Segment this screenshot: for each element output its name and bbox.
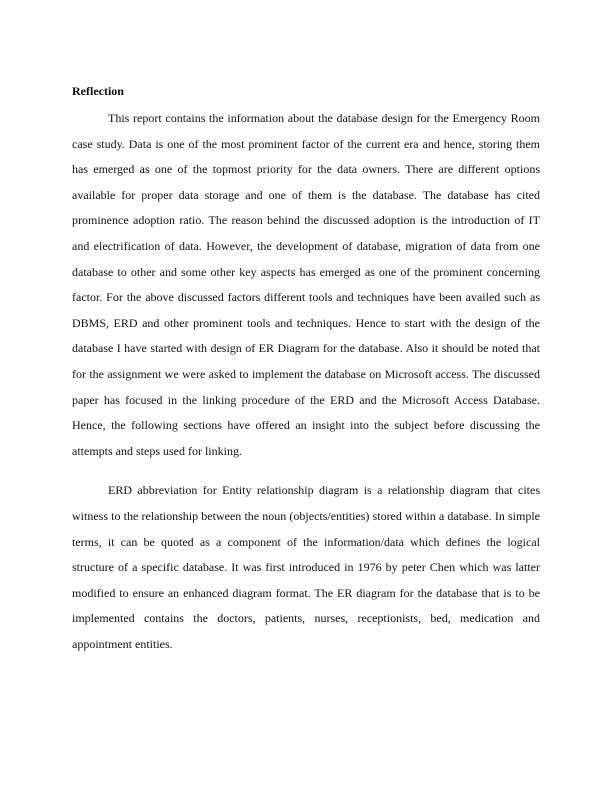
paragraph-introduction: This report contains the information about the database design for the Emergency Room case study. Data is one of the most prominent factor of the current era and hence, storing them has emerged as one of the topmost priority for the data owners. There are different options available for proper data storage and one of them is the database. The database has cited prominence adoption ratio. The reason behind the discussed adoption is the introduction of IT and electrification of data. However, the development of database, migration of data from one database to other and some other key aspects has emerged as one of the prominent concerning factor. For the above discussed factors different tools and techniques have been availed such as DBMS, ERD and other prominent tools and techniques. Hence to start with the design of the database I have started with design of ER Diagram for the database. Also it should be noted that for the assignment we were asked to implement the database on Microsoft access. The discussed paper has focused in the linking procedure of the ERD and the Microsoft Access Database. Hence, the following sections have offered an insight into the subject before discussing the attempts and steps used for linking. [72,111,540,458]
section-heading: Reflection [72,84,124,98]
paragraph-erd-definition: ERD abbreviation for Entity relationship diagram is a relationship diagram that cites witness to the relationship between the noun (objects/entities) stored within a database. In simple terms, it can be quoted as a component of the information/data which defines the logical structure of a specific database. It was first introduced in 1976 by peter Chen which was latter modified to ensure an enhanced diagram format. The ER diagram for the database that is to be implemented contains the doctors, patients, nurses, receptionists, bed, medication and appointment entities. [72,483,540,651]
document-body [72,82,540,657]
